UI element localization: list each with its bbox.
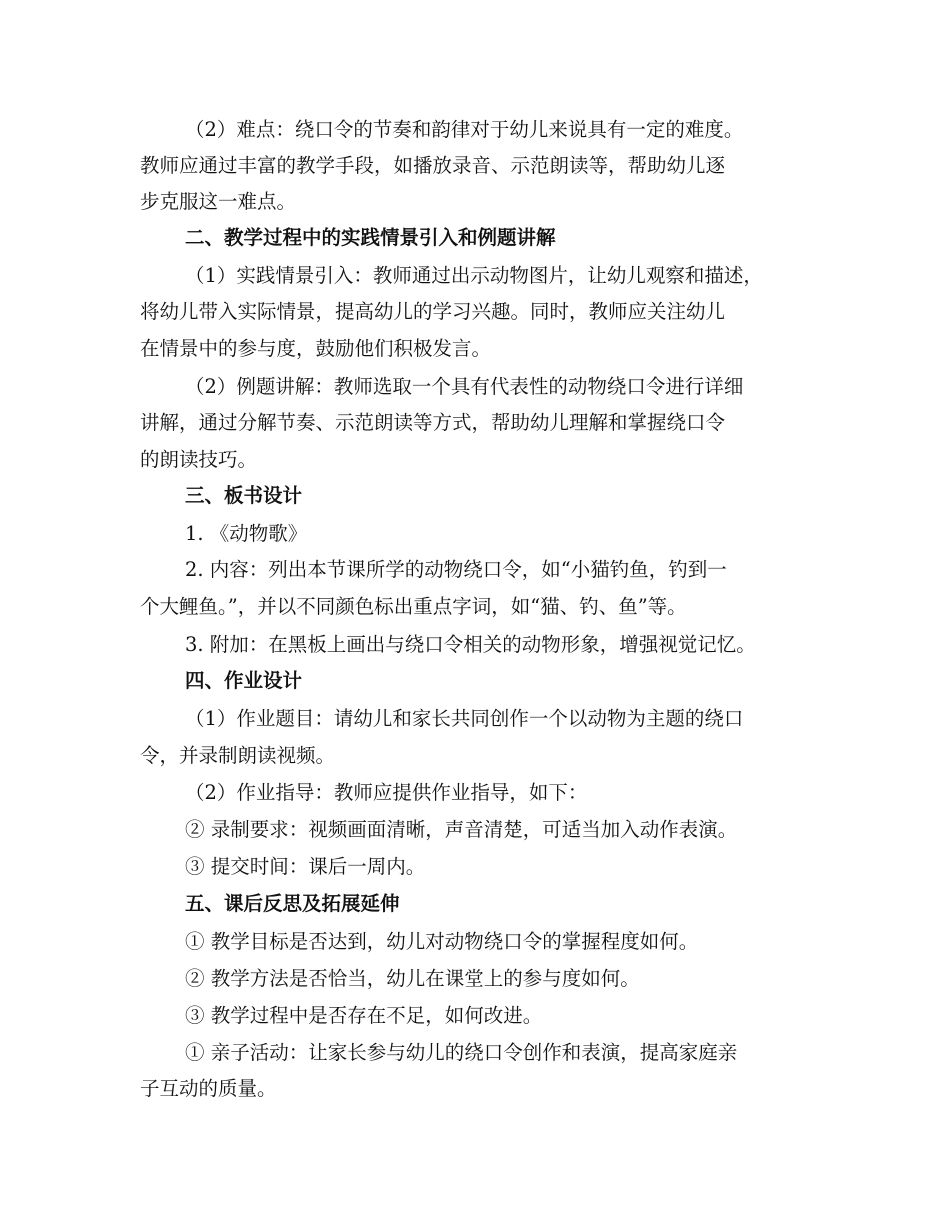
text-line: ① 亲子活动：让家长参与幼儿的绕口令创作和表演，提高家庭亲 (185, 1041, 738, 1064)
text-line: 个大鲤鱼。”，并以不同颜色标出重点字词，如“猫、钓、鱼”等。 (140, 595, 687, 618)
text-line: 在情景中的参与度，鼓励他们积极发言。 (140, 337, 492, 360)
text-line: 子互动的质量。 (140, 1077, 277, 1100)
text-line: 2. 内容：列出本节课所学的动物绕口令，如“小猫钓鱼，钓到一 (185, 558, 727, 581)
section-heading: 四、作业设计 (185, 669, 303, 692)
text-line: ② 教学方法是否恰当，幼儿在课堂上的参与度如何。 (185, 967, 640, 990)
text-line: （2）作业指导：教师应提供作业指导，如下： (185, 781, 588, 804)
section-heading: 三、板书设计 (185, 484, 303, 507)
text-line: ① 教学目标是否达到，幼儿对动物绕口令的掌握程度如何。 (185, 930, 699, 953)
text-line: （2）难点：绕口令的节奏和韵律对于幼儿来说具有一定的难度。 (185, 118, 744, 141)
text-line: （1）作业题目：请幼儿和家长共同创作一个以动物为主题的绕口 (185, 707, 744, 730)
text-line: 3. 附加：在黑板上画出与绕口令相关的动物形象，增强视觉记忆。 (185, 633, 756, 656)
section-heading: 二、教学过程中的实践情景引入和例题讲解 (185, 226, 556, 249)
text-line: 讲解，通过分解节奏、示范朗读等方式，帮助幼儿理解和掌握绕口令 (140, 411, 726, 434)
text-line: 将幼儿带入实际情景，提高幼儿的学习兴趣。同时，教师应关注幼儿 (140, 300, 726, 323)
text-line: 的朗读技巧。 (140, 448, 258, 471)
text-line: （2）例题讲解：教师选取一个具有代表性的动物绕口令进行详细 (185, 375, 744, 398)
text-line: （1）实践情景引入：教师通过出示动物图片，让幼儿观察和描述， (185, 264, 763, 287)
text-line: ③ 教学过程中是否存在不足，如何改进。 (185, 1004, 543, 1027)
section-heading: 五、课后反思及拓展延伸 (185, 892, 400, 915)
text-line: ② 录制要求：视频画面清晰，声音清楚，可适当加入动作表演。 (185, 818, 738, 841)
text-line: 教师应通过丰富的教学手段，如播放录音、示范朗读等，帮助幼儿逐 (140, 154, 726, 177)
text-line: 令，并录制朗读视频。 (140, 744, 336, 767)
text-line: ③ 提交时间：课后一周内。 (185, 855, 426, 878)
text-line: 1. 《动物歌》 (185, 522, 308, 545)
text-line: 步克服这一难点。 (140, 190, 297, 213)
